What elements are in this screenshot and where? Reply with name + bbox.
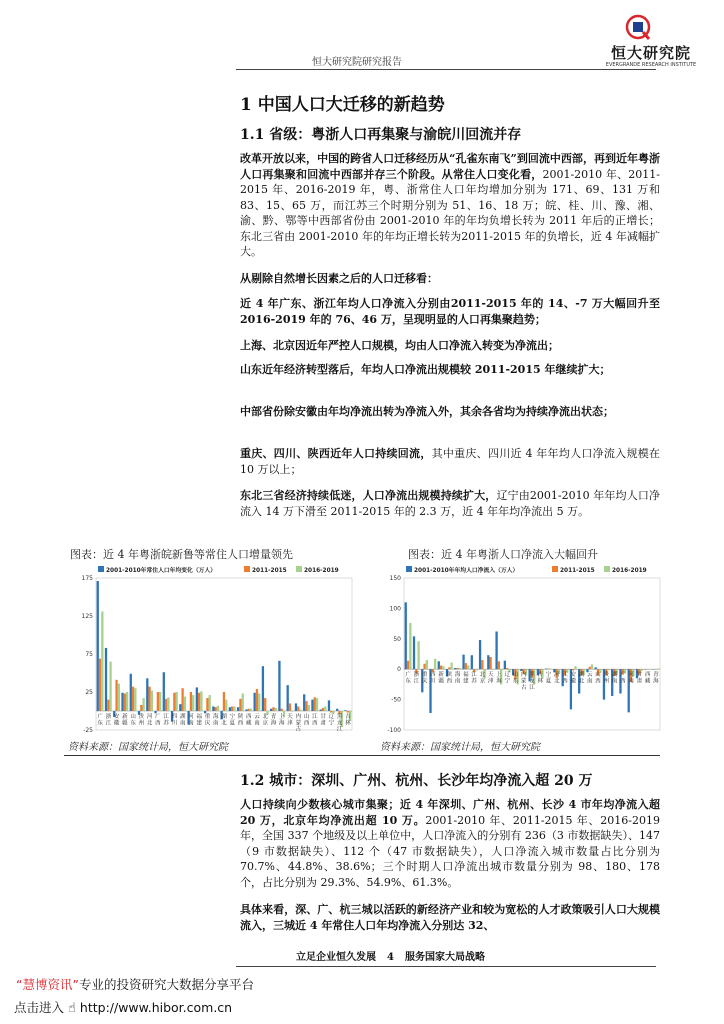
bar <box>101 611 103 711</box>
bar <box>229 707 231 711</box>
ad-url-link[interactable]: http://www.hibor.com.cn <box>79 1000 233 1015</box>
category-label: 天津 <box>287 714 293 727</box>
bar <box>347 711 349 713</box>
y-tick-label: -100 <box>387 727 401 734</box>
category-label: 新疆 <box>438 672 444 685</box>
paragraph-9 <box>240 797 660 890</box>
logo-title: 恒大研究院 <box>610 44 691 62</box>
paragraph-3-text: 近 4 年广东、浙江年均人口净流入分别由2011-2015 年的 14、-7 万大幅回升至 2016-2019 年的 76、46 万，呈现明显的人口再集聚趋势； <box>240 297 660 326</box>
left-figure-source: 资料来源：国家统计局，恒大研究院 <box>68 742 228 753</box>
bar <box>450 663 452 670</box>
bar <box>179 704 181 711</box>
bar <box>295 703 297 711</box>
legend-label: 2016-2019 <box>612 568 647 574</box>
bar <box>471 655 473 669</box>
ad-tagline: 专业的投资研究大数据分享平台 <box>78 977 254 992</box>
category-label: 四川 <box>171 714 178 727</box>
category-label: 安徽 <box>113 714 120 727</box>
bar <box>442 666 444 669</box>
section-1-2-title: 1.2 城市：深圳、广州、杭州、长沙年均净流入超 20 万 <box>240 773 593 789</box>
bar <box>322 708 324 711</box>
y-tick-label: 0 <box>397 666 401 674</box>
category-label: 山西 <box>595 672 601 685</box>
category-label: 广东 <box>97 714 103 727</box>
paragraph-10-text: 具体来看，深、广、杭三城以活跃的新经济产业和较为宽松的人才政策吸引人口大规模流入，三城近 4 年常住人口年均净流入分别达 32、 <box>240 903 660 932</box>
bar <box>303 694 305 711</box>
bar <box>118 684 120 711</box>
category-label: 北京 <box>479 672 486 685</box>
legend-swatch <box>296 566 302 572</box>
hand-pointer-icon: ☝ <box>68 1001 76 1016</box>
footer-left-slogan: 立足企业恒久发展 <box>296 952 376 963</box>
bar <box>256 689 258 711</box>
bar <box>291 711 293 712</box>
bar <box>487 655 489 669</box>
category-label: 辽宁 <box>504 672 510 685</box>
right-chart <box>372 562 664 734</box>
category-label: 西藏 <box>246 714 252 727</box>
bar <box>475 669 477 670</box>
bar <box>167 697 169 711</box>
category-label: 河南 <box>628 672 634 685</box>
paragraph-9-body: 2001-2010 年、2011-2015 年、2016-2019 年，全国 337 个地级及以上单位中，人口净流入的分别有 236（3 市数据缺失）、147（9 市数据缺失）、112 个（47 市数据缺失），人口净流入城市数量占比分别为 70.7%、44.8%、38.6%；三个时期人口净流出城市数量分别为 98、180、178 个，占比分别为 29.3%、54.9%、61.3%。 <box>240 813 661 889</box>
legend-swatch <box>406 566 412 572</box>
bar <box>595 667 597 669</box>
y-tick-label: -25 <box>83 727 93 734</box>
bar <box>409 623 411 669</box>
paragraph-10 <box>240 902 660 933</box>
bar <box>248 709 250 711</box>
plot-area <box>404 578 660 730</box>
bar <box>426 660 428 669</box>
ad-click-prefix: 点击进入 <box>14 1000 65 1015</box>
category-label: 广东 <box>405 672 411 685</box>
y-tick-label: 150 <box>389 575 401 582</box>
logo-subtitle: EVERGRANDE RESEARCH INSTITUTE <box>605 62 697 68</box>
category-label: 山东 <box>130 714 136 727</box>
bar <box>299 709 301 711</box>
left-figure-title: 图表：近 4 年粤浙皖新鲁等常住人口增量领先 <box>70 548 293 561</box>
bar <box>212 706 214 711</box>
legend-label: 2001-2010年常住人口年均变化（万人） <box>106 568 217 574</box>
bar <box>254 693 256 711</box>
bar <box>165 699 167 711</box>
category-label: 天津 <box>487 672 494 685</box>
bar <box>206 698 208 711</box>
category-label: 广西 <box>155 714 161 727</box>
category-label: 江苏 <box>163 714 169 727</box>
bar <box>233 706 235 711</box>
left-chart <box>64 562 356 734</box>
bar <box>657 669 659 670</box>
category-label: 贵州 <box>603 672 610 685</box>
figure-bottom-divider <box>64 755 660 756</box>
bar <box>242 694 244 711</box>
bar <box>275 708 277 711</box>
category-label: 安徽 <box>570 672 577 685</box>
bar <box>154 711 156 713</box>
category-label: 河北 <box>146 714 153 727</box>
bar <box>278 661 280 711</box>
category-label: 北京 <box>262 714 269 727</box>
bar <box>181 688 183 711</box>
category-label: 浙江 <box>105 714 112 727</box>
bar <box>572 669 574 670</box>
bar <box>225 700 227 711</box>
bar <box>454 668 456 669</box>
section-1-title: 1 中国人口大迁移的新趋势 <box>240 95 445 115</box>
category-label: 江西 <box>312 714 318 727</box>
category-label: 贵州 <box>138 714 145 727</box>
bar <box>124 694 126 711</box>
right-figure-title: 图表：近 4 年粤浙人口净流入大幅回升 <box>408 548 598 561</box>
bar <box>163 672 165 711</box>
evergrande-logo <box>596 14 706 76</box>
bar <box>97 581 99 711</box>
bar <box>330 711 332 713</box>
paragraph-8-lead: 东北三省经济持续低迷，人口净流出规模持续扩大， <box>240 489 497 502</box>
bar <box>121 693 123 711</box>
bar <box>173 693 175 711</box>
category-label: 湖北 <box>578 672 585 685</box>
paragraph-1-body: 2001-2010 年、2011-2015 年、2016-2019 年，粤、浙常住人口年均增加分别为 171、69、131 万和 83、15、65 万，而江苏三个时期分别为 51、16、18 万；皖、桂、川、豫、湘、渝、黔、鄂等中西部省份由 2001-2010 年的年均负增长转为 2011 年后的正增长；东北三省由 2001-2010 年的年均正增长转为2011-2015 年的负增长，近 4 年减幅扩大。 <box>240 167 660 258</box>
ad-brand: “慧博资讯” <box>16 977 79 992</box>
bar <box>209 695 211 711</box>
category-label: 陕西 <box>237 714 244 727</box>
bar <box>332 711 334 713</box>
bar <box>262 666 264 711</box>
paragraph-5 <box>240 362 660 378</box>
paragraph-6-text: 中部省份除安徽由年均净流出转为净流入外，其余各省均为持续净流出状态； <box>240 405 614 418</box>
category-label: 宁夏 <box>229 714 236 727</box>
category-label: 上海 <box>279 714 285 727</box>
bar <box>132 687 134 711</box>
bar <box>142 698 144 711</box>
bar <box>320 709 322 711</box>
paragraph-1 <box>240 151 660 260</box>
paragraph-4 <box>240 338 660 354</box>
bar <box>105 648 107 711</box>
page-number: 4 <box>387 952 394 963</box>
bar <box>198 693 200 711</box>
category-label: 河北 <box>554 672 560 685</box>
legend-swatch <box>244 566 250 572</box>
bar <box>498 661 500 669</box>
paragraph-7 <box>240 446 660 477</box>
bar <box>336 709 338 711</box>
bar <box>423 664 425 669</box>
bar <box>550 669 552 670</box>
bar <box>479 640 481 669</box>
bar <box>405 602 407 669</box>
bar <box>417 641 419 669</box>
bar <box>492 669 494 670</box>
category-label: 甘肃 <box>320 714 326 727</box>
bar <box>196 687 198 711</box>
bar <box>640 669 642 671</box>
bar <box>107 700 109 711</box>
bar <box>607 669 609 670</box>
bar <box>223 692 225 711</box>
bar <box>547 669 549 670</box>
bar <box>272 707 274 711</box>
bar <box>258 694 260 711</box>
paragraph-8-body: 辽宁由2001-2010 年年均人口净流入 14 万下滑至 2011-2015 年的 2.3 万，近 4 年年均净流出 5 万。 <box>240 489 661 518</box>
paragraph-9-lead: 人口持续向少数核心城市集聚；近 4 年深圳、广州、杭州、长沙 4 市年均净流入超 20 万，北京年均净流出超 10 万。 <box>240 798 660 827</box>
bar <box>159 692 161 711</box>
category-label: 海南 <box>454 672 461 685</box>
legend-swatch <box>552 566 558 572</box>
category-label: 黑龙江 <box>336 714 343 733</box>
category-label: 内蒙古 <box>520 672 527 691</box>
bar <box>146 678 148 711</box>
logo-icon <box>624 14 652 42</box>
category-label: 西藏 <box>644 672 651 685</box>
legend-label: 2016-2019 <box>304 568 339 574</box>
category-label: 福建 <box>196 714 202 727</box>
category-label: 山东 <box>512 672 519 685</box>
legend-label: 2001-2010年年均人口净流入（万人） <box>414 568 519 574</box>
ad-banner <box>16 975 254 993</box>
bar <box>589 667 591 669</box>
category-label: 甘肃 <box>636 672 643 685</box>
y-tick-label: 100 <box>389 605 401 613</box>
bar <box>151 690 153 711</box>
bar <box>489 657 491 669</box>
paragraph-7-lead: 重庆、四川、陕西近年人口持续回流， <box>240 447 432 460</box>
y-tick-label: 50 <box>393 635 401 643</box>
bar <box>184 697 186 711</box>
y-tick-label: -50 <box>391 696 401 704</box>
bar <box>467 666 469 670</box>
bar <box>264 698 266 711</box>
bar <box>192 695 194 711</box>
category-label: 黑龙江 <box>529 672 535 691</box>
paragraph-3 <box>240 296 660 327</box>
paragraph-4-text: 上海、北京因近年严控人口规模，均由人口净流入转变为净流出； <box>240 339 559 352</box>
bar <box>308 705 310 711</box>
category-label: 四川 <box>430 672 436 685</box>
category-label: 湖南 <box>611 672 618 685</box>
bar <box>311 700 313 711</box>
right-figure-source: 资料来源：国家统计局，恒大研究院 <box>380 742 540 753</box>
category-label: 吉林 <box>537 672 544 685</box>
bar <box>239 699 241 711</box>
bar <box>459 668 461 669</box>
bar <box>574 666 576 669</box>
bar <box>448 667 450 669</box>
paragraph-7-body: 其中重庆、四川近 4 年年均人口净流入规模在 10 万以上； <box>240 447 660 476</box>
bar <box>99 659 101 711</box>
bar <box>316 698 318 711</box>
bar <box>245 709 247 711</box>
bar <box>297 706 299 711</box>
bar <box>495 632 497 670</box>
category-label: 湖北 <box>221 714 227 727</box>
bar <box>176 692 178 711</box>
category-label: 海南 <box>212 714 219 727</box>
report-header-title: 恒大研究院研究报告 <box>312 57 402 68</box>
category-label: 宁夏 <box>545 672 552 685</box>
bar <box>281 709 283 711</box>
y-tick-label: 75 <box>85 651 93 658</box>
bar <box>148 687 150 711</box>
bar <box>204 711 206 713</box>
category-label: 江西 <box>562 672 568 685</box>
bar <box>134 688 136 711</box>
footer-right-slogan: 服务国家大局战略 <box>404 952 485 963</box>
bar <box>504 661 506 670</box>
category-label: 福建 <box>463 672 469 685</box>
bar <box>109 662 111 711</box>
category-label: 浙江 <box>413 672 420 685</box>
bar <box>440 666 442 670</box>
bar <box>217 706 219 711</box>
bar <box>231 706 233 711</box>
bar <box>305 701 307 711</box>
bar <box>344 710 346 711</box>
bar <box>190 692 192 711</box>
bar <box>126 692 128 711</box>
legend-label: 2011-2015 <box>560 568 595 574</box>
category-label: 云南 <box>254 714 260 727</box>
bar <box>140 705 142 711</box>
y-tick-label: 175 <box>81 575 93 582</box>
bar <box>314 697 316 711</box>
category-label: 云南 <box>587 672 593 685</box>
bar <box>465 663 467 669</box>
bar <box>481 660 483 669</box>
category-label: 吉林 <box>345 714 351 727</box>
y-tick-label: 125 <box>81 613 93 620</box>
category-label: 上海 <box>496 672 502 685</box>
category-label: 湖南 <box>179 714 186 727</box>
category-label: 河南 <box>188 714 194 727</box>
bar <box>287 685 289 711</box>
bar <box>200 691 202 711</box>
category-label: 重庆 <box>421 672 428 685</box>
legend-label: 2011-2015 <box>252 568 287 574</box>
category-label: 青海 <box>270 714 277 727</box>
bar <box>157 692 159 711</box>
bar <box>237 707 239 711</box>
bar <box>328 700 330 711</box>
category-label: 新疆 <box>122 714 128 727</box>
bar <box>434 659 436 669</box>
bar <box>324 706 326 711</box>
category-label: 重庆 <box>204 714 211 727</box>
bar <box>115 680 117 711</box>
category-label: 内蒙古 <box>295 714 302 733</box>
paragraph-5-text: 山东近年经济转型落后，年均人口净流出规模较 2011-2015 年继续扩大； <box>240 363 611 376</box>
category-label: 青海 <box>653 672 659 685</box>
category-label: 山西 <box>303 714 310 727</box>
bar <box>545 669 547 670</box>
bar <box>591 664 593 669</box>
header-divider <box>236 69 656 70</box>
bar <box>289 703 291 711</box>
page-footer <box>296 948 485 963</box>
category-label: 江苏 <box>471 672 477 685</box>
bar <box>462 655 464 670</box>
paragraph-2-text: 从剔除自然增长因素之后的人口迁移看： <box>240 272 438 285</box>
bar <box>250 709 252 711</box>
y-tick-label: 25 <box>85 689 93 696</box>
legend-swatch <box>98 566 104 572</box>
footer-divider <box>236 966 656 967</box>
bar <box>456 668 458 669</box>
paragraph-1-lead: 改革开放以来，中国的跨省人口迁移经历从“孔雀东南飞”到回流中西部，再到近年粤浙人口再集聚和回流中西部并存三个阶段。从常住人口变化看， <box>240 152 660 181</box>
category-label: 辽宁 <box>328 714 335 727</box>
ad-link-row <box>14 998 232 1016</box>
bar <box>270 709 272 711</box>
bar <box>413 636 415 669</box>
bar <box>438 661 440 669</box>
section-1-1-title: 1.1 省级：粤浙人口再集聚与渝皖川回流并存 <box>240 127 522 143</box>
paragraph-8 <box>240 488 660 519</box>
bar <box>130 674 132 711</box>
bar <box>215 707 217 711</box>
bar <box>506 668 508 669</box>
legend-swatch <box>604 566 610 572</box>
paragraph-2 <box>240 271 660 287</box>
category-label: 陕西 <box>446 672 453 685</box>
bar <box>520 669 522 671</box>
category-label: 广西 <box>620 672 626 685</box>
bar <box>407 661 409 670</box>
paragraph-6 <box>240 404 660 420</box>
